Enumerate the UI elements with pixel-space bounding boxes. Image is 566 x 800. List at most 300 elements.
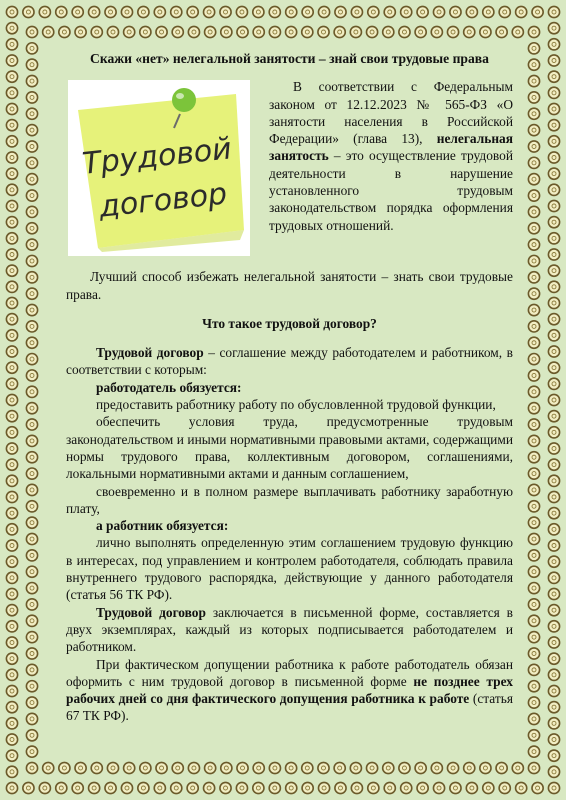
border-ring [548,297,559,308]
border-ring [548,475,559,486]
border-ring [6,217,17,228]
border-ring [26,26,37,37]
border-ring [6,330,17,341]
note-line-2: договор [97,176,229,225]
border-ring [6,184,17,195]
border-ring [532,782,543,793]
content [66,50,513,725]
border-ring [548,71,559,82]
border-ring [528,550,539,561]
border-ring [6,443,17,454]
border-ring [6,346,17,357]
border-ring [496,762,507,773]
border-ring [401,782,412,793]
border-ring [26,206,37,217]
border-ring [302,26,313,37]
border-ring [548,572,559,583]
border-ring [528,566,539,577]
border-ring [26,108,37,119]
border-ring [6,6,17,17]
border-ring [548,168,559,179]
border-ring [6,152,17,163]
border-ring [72,6,83,17]
border-ring [6,556,17,567]
employer-item: предоставить работнику работу по обусловленной трудовой функции, [96,397,496,413]
border-ring [528,92,539,103]
border-ring [548,394,559,405]
border-ring [548,330,559,341]
border-ring [528,304,539,315]
border-ring [6,572,17,583]
border-ring [528,468,539,479]
border-ring [528,354,539,365]
border-ring [26,321,37,332]
border-ring [516,782,527,793]
border-ring [548,605,559,616]
border-ring [6,588,17,599]
border-ring [26,157,37,168]
border-ring [548,443,559,454]
border-ring [269,782,280,793]
border-ring [59,762,70,773]
border-ring [528,403,539,414]
border-ring [26,337,37,348]
border-ring [6,508,17,519]
border-ring [26,239,37,250]
border-ring [237,26,248,37]
border-ring [6,136,17,147]
border-ring [464,762,475,773]
border-ring [26,190,37,201]
border-ring [6,540,17,551]
border-ring [26,566,37,577]
border-ring [528,206,539,217]
border-ring [335,6,346,17]
border-ring [187,6,198,17]
border-ring [528,648,539,659]
border-ring [23,6,34,17]
border-ring [26,223,37,234]
border-ring [499,6,510,17]
border-ring [399,26,410,37]
border-ring [528,484,539,495]
border-ring [512,26,523,37]
border-ring [269,762,280,773]
border-ring [548,120,559,131]
employee-item: лично выполнять определенную этим соглашением трудовую функцию в интересах, под управлением и контролем работодателя, соблюдать правила внутреннего трудового распорядка, действующие у данного работодателя (статья 56 ТК РФ). [66,535,513,603]
border-ring [107,26,118,37]
border-ring [366,26,377,37]
border-ring [415,762,426,773]
border-ring [26,174,37,185]
illegal-employment-term: нелегальная занятость [269,131,513,164]
border-ring [26,419,37,430]
border-ring [26,75,37,86]
border-ring [302,6,313,17]
border-ring [528,386,539,397]
border-ring [548,217,559,228]
border-ring [6,782,17,793]
border-ring [431,26,442,37]
border-ring [548,588,559,599]
border-ring [528,43,539,54]
border-ring [548,184,559,195]
border-ring [548,362,559,373]
border-ring [285,26,296,37]
border-ring [6,702,17,713]
border-ring [548,200,559,211]
border-ring [548,39,559,50]
border-ring [528,452,539,463]
border-ring [6,475,17,486]
border-ring [450,782,461,793]
border-ring [528,75,539,86]
border-ring [26,746,37,757]
border-ring [548,55,559,66]
page-title: Скажи «нет» нелегальной занятости – знай свои трудовые права [90,51,489,66]
border-ring [528,697,539,708]
border-ring [236,782,247,793]
border-ring [548,281,559,292]
border-ring [26,599,37,610]
border-ring [350,26,361,37]
border-ring [23,782,34,793]
border-ring [253,782,264,793]
border-ring [6,524,17,535]
border-ring [56,782,67,793]
border-ring [6,55,17,66]
border-ring [417,6,428,17]
border-ring [334,762,345,773]
border-ring [39,6,50,17]
border-ring [548,378,559,389]
border-ring [6,281,17,292]
written-form-paragraph: Трудовой договор заключается в письменной форме, составляется в двух экземплярах, каждый из которых подписывается работодателем и работником. [66,604,514,655]
border-ring [6,200,17,211]
border-ring [221,26,232,37]
border-ring [188,26,199,37]
border-ring [237,762,248,773]
border-ring [447,26,458,37]
border-ring [548,265,559,276]
border-ring [528,533,539,544]
border-ring [75,26,86,37]
border-ring [43,762,54,773]
border-ring [156,762,167,773]
border-ring [26,730,37,741]
border-ring [548,524,559,535]
border-ring [548,6,559,17]
employer-item: обеспечить условия труда, предусмотренные трудовым законодательством и иными нормативными правовыми актами, содержащими нормы трудового права, коллективным договором, соглашениями, локальными нормативными актами и данным соглашением, [66,414,513,482]
border-ring [6,427,17,438]
border-ring [26,255,37,266]
border-ring [528,321,539,332]
border-ring [528,255,539,266]
border-ring [528,419,539,430]
border-ring [528,174,539,185]
border-ring [548,734,559,745]
border-ring [548,637,559,648]
border-ring [401,6,412,17]
border-ring [6,362,17,373]
border-ring [221,762,232,773]
border-ring [548,782,559,793]
actual-admission-paragraph: При фактическом допущении работника к работе работодатель обязан оформить с ним трудовой договор в письменной форме не позднее трех рабочих дней со дня фактического допущения работника к работе (статья 67 ТК РФ). [66,656,513,724]
sticky-note-image [68,80,250,256]
border-ring [39,782,50,793]
border-ring [548,346,559,357]
border-ring [140,762,151,773]
border-ring [383,762,394,773]
border-ring [140,26,151,37]
border-ring [138,782,149,793]
border-ring [6,394,17,405]
border-ring [105,6,116,17]
border-ring [384,6,395,17]
border-ring [156,26,167,37]
border-ring [528,370,539,381]
border-ring [285,762,296,773]
intro-paragraph: В соответствии с Федеральным законом от 12.12.2023 № 565-ФЗ «О занятости населения в Российской Федерации» (глава 13), нелегальная занятость – это осуществление трудовой деятельности в нарушение установленного трудовым законодательством порядка оформления трудовых отношений. [269,79,513,233]
intro-section [66,78,513,268]
border-ring [6,23,17,34]
definition-paragraph: Трудовой договор – соглашение между работодателем и работником, в соответствии с которым: [66,345,514,378]
border-ring [26,632,37,643]
border-ring [187,782,198,793]
border-ring [399,762,410,773]
border-ring [89,782,100,793]
border-ring [528,681,539,692]
border-ring [466,6,477,17]
border-ring [368,6,379,17]
border-ring [6,459,17,470]
border-ring [6,120,17,131]
border-ring [548,685,559,696]
border-ring [318,782,329,793]
border-ring [105,782,116,793]
border-ring [43,26,54,37]
border-ring [318,6,329,17]
border-ring [532,6,543,17]
border-ring [528,435,539,446]
border-ring [528,730,539,741]
border-ring [26,664,37,675]
border-ring [431,762,442,773]
border-ring [528,664,539,675]
border-ring [26,517,37,528]
border-ring [528,632,539,643]
border-ring [528,337,539,348]
border-ring [528,746,539,757]
border-ring [6,750,17,761]
border-ring [480,26,491,37]
border-ring [6,653,17,664]
border-ring [26,386,37,397]
border-ring [528,157,539,168]
border-ring [6,685,17,696]
border-ring [269,6,280,17]
border-ring [253,6,264,17]
border-ring [6,297,17,308]
border-ring [26,582,37,593]
border-ring [351,782,362,793]
border-ring [528,713,539,724]
border-ring [466,782,477,793]
border-ring [6,734,17,745]
border-ring [384,782,395,793]
border-ring [483,782,494,793]
border-ring [154,782,165,793]
border-ring [6,103,17,114]
border-ring [548,136,559,147]
employer-item: своевременно и в полном размере выплачивать работнику заработную плату, [66,483,513,516]
section-heading: Что такое трудовой договор? [202,315,377,331]
border-ring [548,411,559,422]
border-ring [26,59,37,70]
border-ring [548,249,559,260]
border-ring [528,59,539,70]
border-ring [483,6,494,17]
border-ring [171,782,182,793]
border-ring [528,108,539,119]
border-ring [172,762,183,773]
border-ring [26,354,37,365]
border-ring [124,762,135,773]
border-ring [450,6,461,17]
border-ring [59,26,70,37]
border-ring [351,6,362,17]
border-ring [548,750,559,761]
border-ring [91,762,102,773]
border-ring [368,782,379,793]
border-ring [26,550,37,561]
border-ring [548,87,559,98]
border-ring [548,702,559,713]
border-ring [528,582,539,593]
border-ring [335,782,346,793]
border-ring [528,190,539,201]
border-ring [26,615,37,626]
border-ring [528,501,539,512]
border-ring [302,762,313,773]
border-ring [26,501,37,512]
border-ring [548,556,559,567]
border-ring [26,713,37,724]
border-ring [253,762,264,773]
best-way-paragraph: Лучший способ избежать нелегальной занятости – знать свои трудовые права. [66,269,513,302]
border-ring [26,403,37,414]
border-ring [548,314,559,325]
border-ring [6,314,17,325]
border-ring [26,288,37,299]
border-ring [220,6,231,17]
border-ring [171,6,182,17]
border-ring [6,249,17,260]
border-ring [528,141,539,152]
border-ring [91,26,102,37]
border-ring [548,540,559,551]
border-ring [548,233,559,244]
border-ring [26,452,37,463]
border-ring [548,459,559,470]
border-ring [6,168,17,179]
border-ring [350,762,361,773]
border-ring [26,125,37,136]
border-ring [26,681,37,692]
border-ring [366,762,377,773]
border-ring [548,103,559,114]
border-ring [302,782,313,793]
border-ring [6,71,17,82]
border-ring [548,621,559,632]
border-ring [528,762,539,773]
border-ring [6,621,17,632]
border-ring [56,6,67,17]
border-ring [138,6,149,17]
border-ring [89,6,100,17]
border-ring [499,782,510,793]
border-ring [528,26,539,37]
border-ring [318,762,329,773]
border-ring [6,39,17,50]
border-ring [548,766,559,777]
border-ring [107,762,118,773]
border-ring [26,468,37,479]
border-ring [203,782,214,793]
border-ring [548,508,559,519]
employee-heading: а работник обязуется: [96,518,229,534]
border-ring [548,152,559,163]
border-ring [548,669,559,680]
border-ring [26,533,37,544]
border-ring [236,6,247,17]
border-ring [220,782,231,793]
border-ring [124,26,135,37]
border-ring [528,223,539,234]
border-ring [512,762,523,773]
border-ring [6,491,17,502]
border-ring [383,26,394,37]
border-ring [286,6,297,17]
border-ring [528,288,539,299]
border-ring [203,6,214,17]
border-ring [269,26,280,37]
border-ring [6,378,17,389]
border-ring [188,762,199,773]
border-ring [6,411,17,422]
border-ring [121,782,132,793]
border-ring [528,125,539,136]
border-ring [253,26,264,37]
border-ring [26,648,37,659]
border-ring [6,87,17,98]
border-ring [205,26,216,37]
border-ring [417,782,428,793]
border-ring [528,615,539,626]
pushpin-icon [172,88,196,112]
border-ring [26,304,37,315]
border-ring [6,265,17,276]
border-ring [26,43,37,54]
border-ring [548,653,559,664]
border-ring [548,718,559,729]
border-ring [528,599,539,610]
border-ring [334,26,345,37]
border-ring [528,239,539,250]
border-ring [154,6,165,17]
border-ring [6,233,17,244]
border-ring [548,491,559,502]
